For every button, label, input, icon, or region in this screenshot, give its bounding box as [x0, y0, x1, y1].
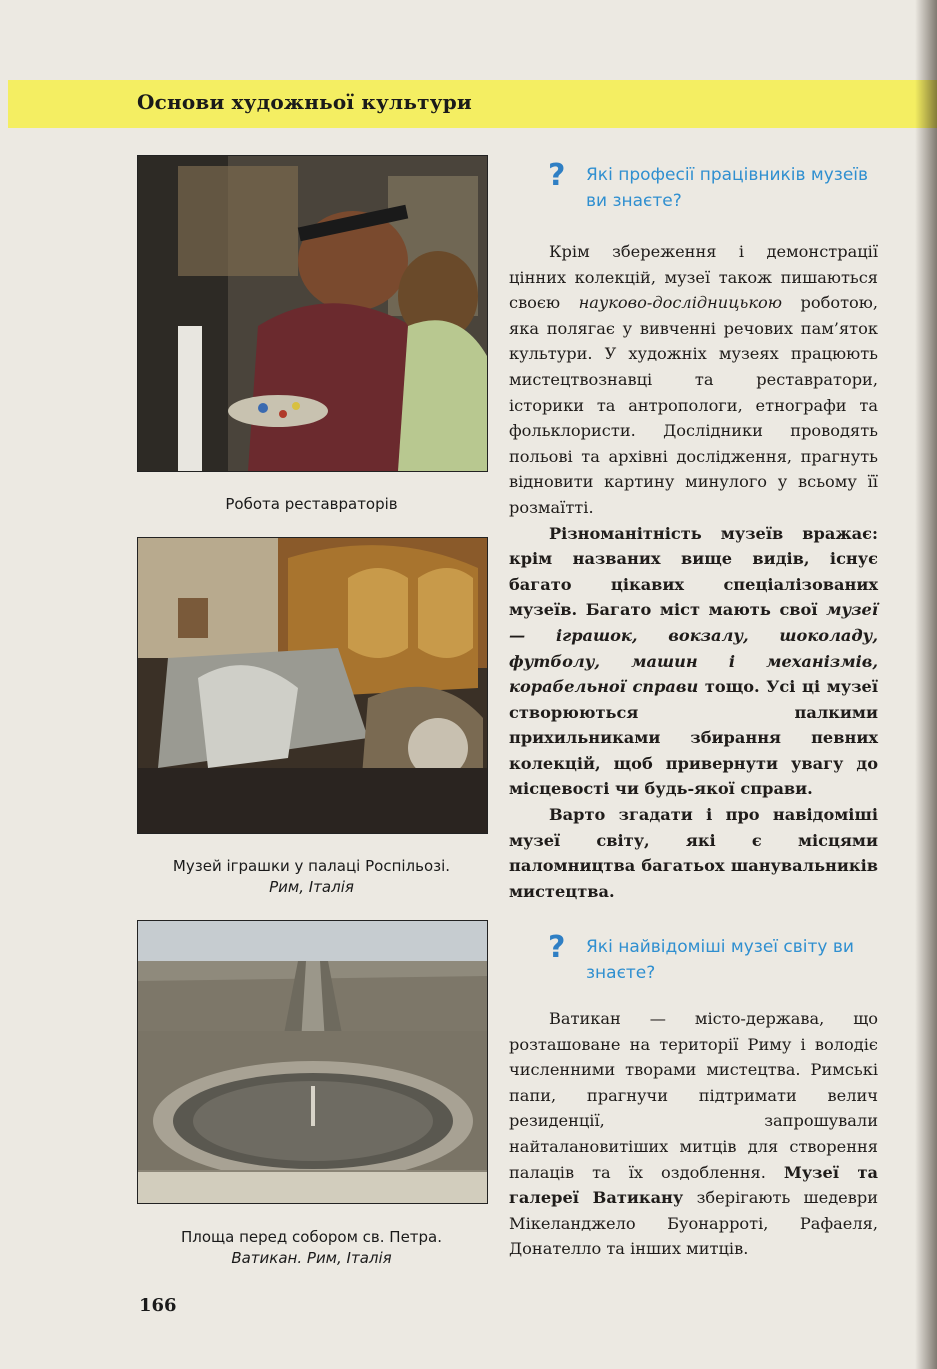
caption-text: Площа перед собором св. Петра.: [180, 1228, 443, 1246]
page-header-title: Основи художньої культури: [137, 90, 472, 114]
photo-st-peters-square: [137, 920, 488, 1204]
photo-restorers: [137, 155, 488, 472]
question-text: Які найвідоміші музеї світу ви знаєте?: [586, 937, 854, 983]
paragraph: Різноманітність музеїв вражає: крім названих вище видів, існує багато цікавих спеціалізованих музеїв. Багато міст мають свої музеї — іграшок, вокзалу, шоколаду, футболу, машин і механізмів, корабельної справи тощо. Усі ці музеї створюються палкими прихильниками збирання певних колекцій, щоб привернути увагу до місцевості чи будь-якої справи.: [509, 523, 878, 799]
page-number: 166: [139, 1295, 177, 1316]
photo-caption-st-peters: [137, 1227, 486, 1269]
photo-caption-restorers: [137, 494, 486, 515]
body-text-professions: [509, 239, 878, 904]
photo-toy-museum: [137, 537, 488, 834]
paragraph: Ватикан — місто-держава, що розташоване на території Риму і володіє численними творами мистецтва. Римські папи, прагнучи підтримати велич резиденції, запрошували найталановитіших митців для створення палаців та їх оздоблення. Музеї та галереї Ватикану зберігають шедеври Мікеланджело Буонарроті, Рафаеля, Донателло та інших митців.: [509, 1009, 879, 1259]
photo-caption-toy-museum: [137, 856, 486, 898]
caption-text: Музей іграшки у палаці Роспільозі.: [172, 857, 451, 875]
question-mark-icon: ?: [548, 158, 566, 193]
body-text-vatican: [509, 1006, 878, 1262]
question-text: Які професії працівників музеїв ви знаєте?: [586, 165, 869, 211]
question-block-famous-museums: [548, 930, 888, 990]
caption-location: Ватикан. Рим, Італія: [231, 1249, 392, 1267]
question-block-professions: [548, 158, 888, 218]
caption-location: Рим, Італія: [269, 878, 354, 896]
question-mark-icon: ?: [548, 930, 566, 965]
paragraph: Крім збереження і демонстрації цінних колекцій, музеї також пишаються своєю науково-дослідницькою роботою, яка полягає у вивченні речових пам’яток культури. У художніх музеях працюють мистецтвознавці та реставратори, історики та антропологи, етнографи та фольклористи. Дослідники проводять польові та архівні дослідження, прагнуть відновити картину минулого у всьому її розмаїтті.: [509, 242, 879, 517]
page-edge-shadow: [915, 0, 937, 1369]
paragraph: Варто згадати і про навідоміші музеї світу, які є місцями паломництва багатьох шанувальників мистецтва.: [509, 805, 878, 901]
caption-text: Робота реставраторів: [225, 495, 398, 513]
